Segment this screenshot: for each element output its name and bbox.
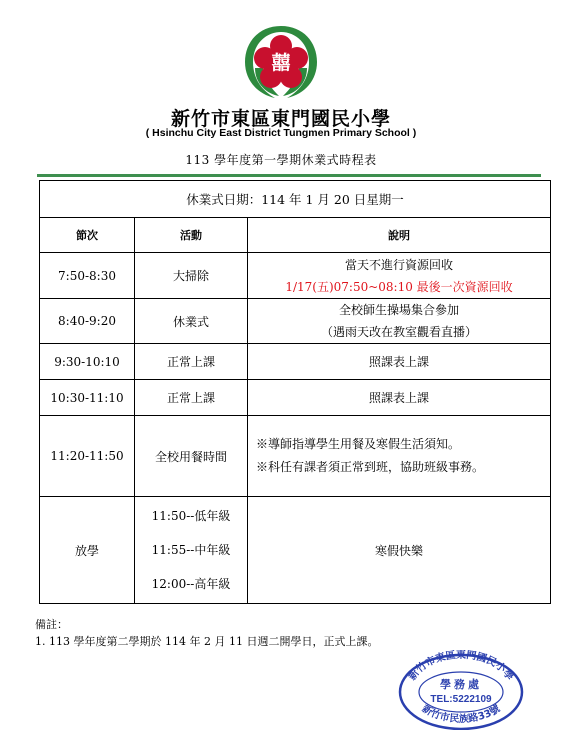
header-description: 說明 — [248, 218, 551, 253]
description-line: 全校師生操場集合參加 — [339, 303, 460, 317]
table-row — [40, 299, 551, 344]
period-cell: 放學 — [40, 497, 135, 604]
document-title: 113 學年度第一學期休業式時程表 — [185, 153, 377, 167]
activity-cell: 大掃除 — [135, 253, 248, 299]
description-line: ※科任有課者須正常到班，協助班級事務。 — [256, 460, 485, 474]
header-row — [40, 218, 551, 253]
schedule-table — [39, 180, 551, 604]
header-divider — [37, 174, 541, 177]
office-stamp-icon — [397, 650, 525, 730]
activity-cell: 正常上課 — [135, 344, 248, 380]
school-name-english: ( Hsinchu City East District Tungmen Primary School ) — [145, 127, 417, 139]
svg-text:新竹市民族路33號 — [420, 702, 503, 725]
school-emblem-icon — [241, 22, 321, 102]
table-row — [40, 416, 551, 497]
description-cell: 照課表上課 — [248, 344, 551, 380]
school-name: 新竹市東區東門國民小學 — [170, 108, 391, 130]
activity-cell: 正常上課 — [135, 380, 248, 416]
dismissal-middle-grade: 11:55--中年級 — [151, 543, 231, 557]
note-item: 1. 113 學年度第二學期於 114 年 2 月 11 日週二開學日，正式上課。 — [35, 635, 379, 648]
description-cell — [248, 416, 551, 497]
date-row — [40, 181, 551, 218]
period-cell: 10:30-11:10 — [40, 380, 135, 416]
header-period: 節次 — [40, 218, 135, 253]
description-line: （遇雨天改在教室觀看直播） — [321, 325, 478, 339]
description-cell — [248, 299, 551, 344]
header-activity: 活動 — [135, 218, 248, 253]
description-cell — [248, 253, 551, 299]
period-cell: 7:50-8:30 — [40, 253, 135, 299]
table-row — [40, 497, 551, 604]
description-line: ※導師指導學生用餐及寒假生活須知。 — [256, 437, 461, 451]
description-cell: 寒假快樂 — [248, 497, 551, 604]
table-row — [40, 380, 551, 416]
activity-cell — [135, 497, 248, 604]
recycling-warning: 1/17(五)07:50~08:10 最後一次資源回收 — [285, 279, 513, 294]
stamp-phone: TEL:5222109 — [430, 694, 492, 705]
activity-cell: 全校用餐時間 — [135, 416, 248, 497]
period-cell: 9:30-10:10 — [40, 344, 135, 380]
table-row — [40, 253, 551, 299]
period-cell: 8:40-9:20 — [40, 299, 135, 344]
description-line: 當天不進行資源回收 — [345, 257, 454, 272]
activity-cell: 休業式 — [135, 299, 248, 344]
dismissal-lower-grade: 11:50--低年級 — [151, 509, 231, 523]
description-cell: 照課表上課 — [248, 380, 551, 416]
stamp-office: 學務處 — [440, 678, 482, 691]
ceremony-date: 休業式日期：114 年 1 月 20 日星期一 — [40, 181, 551, 218]
period-cell: 11:20-11:50 — [40, 416, 135, 497]
emblem-glyph: 囍 — [271, 52, 291, 74]
stamp-address: 新竹市民族路33號 — [419, 703, 503, 726]
notes-label: 備註： — [35, 618, 68, 631]
table-row — [40, 344, 551, 380]
stamp-arc-text: 新竹市東區東門國民小學 — [406, 650, 516, 683]
dismissal-upper-grade: 12:00--高年級 — [151, 577, 231, 591]
